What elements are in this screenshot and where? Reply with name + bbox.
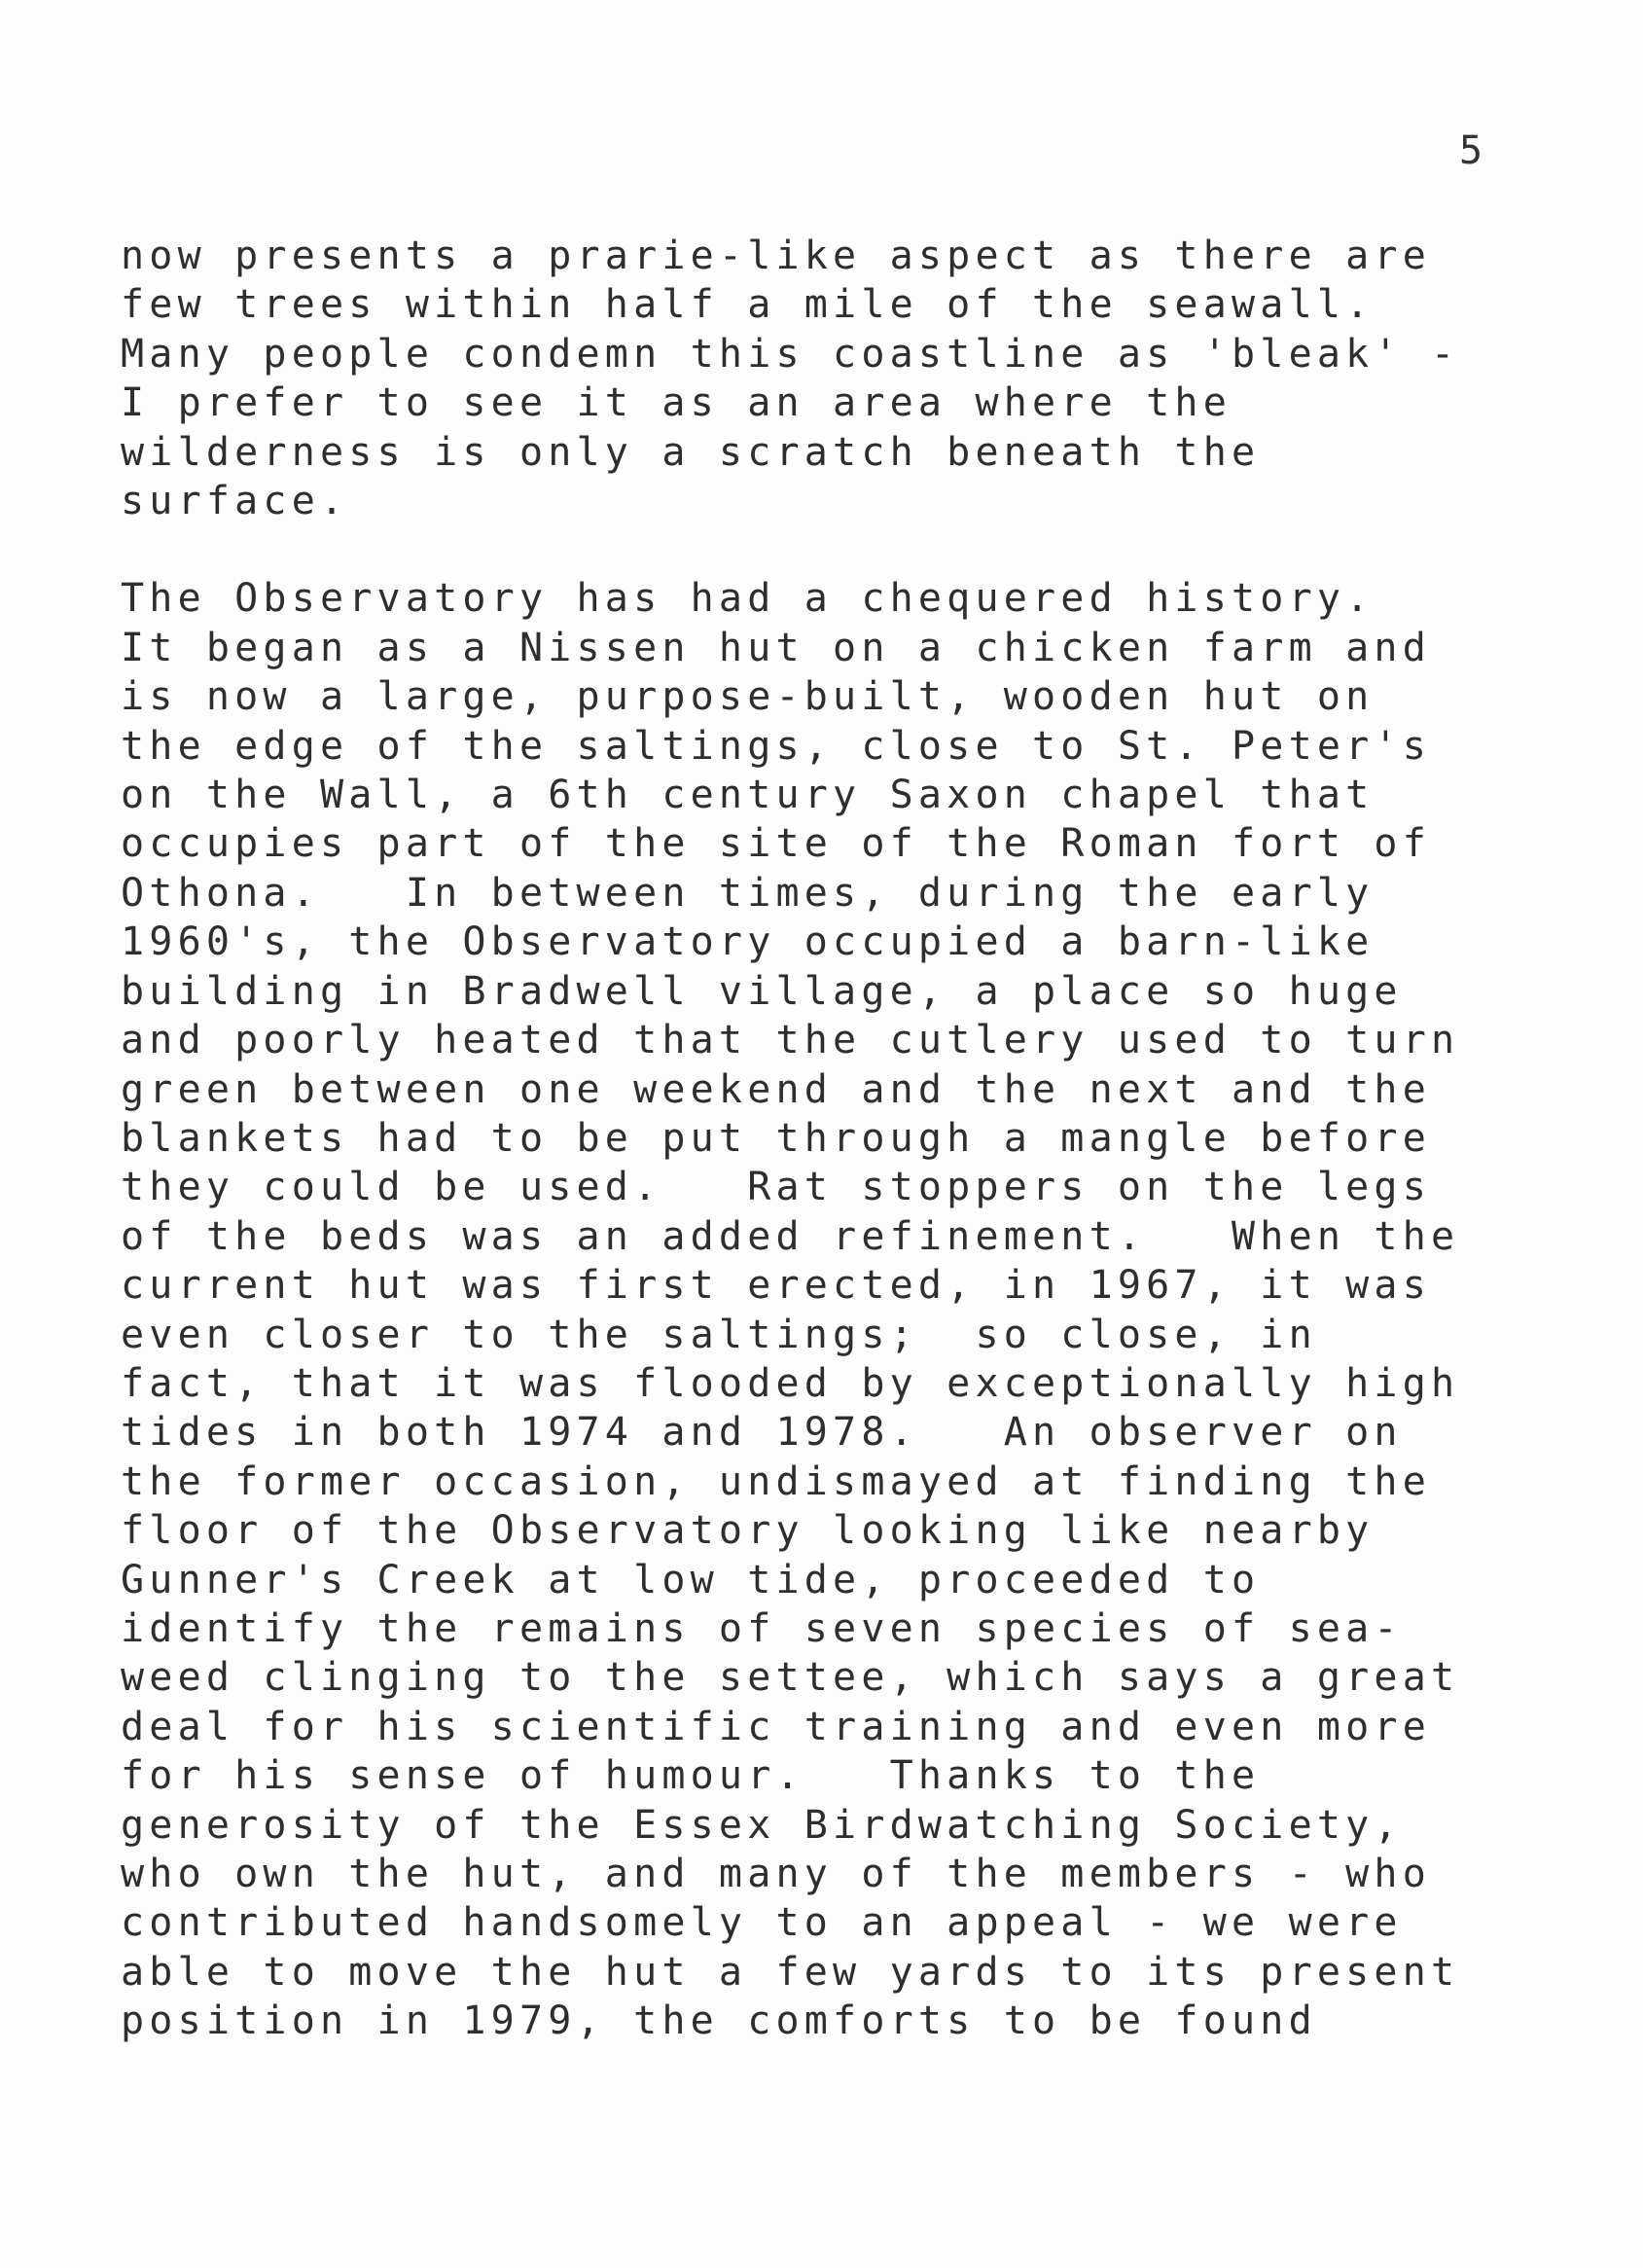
- body-text: [121, 232, 1560, 2046]
- text-line: It began as a Nissen hut on a chicken farm and: [121, 625, 1431, 670]
- text-line: Many people condemn this coastline as 'bleak' -: [121, 331, 1460, 377]
- text-line: surface.: [121, 479, 349, 524]
- paragraph-2: [121, 574, 1560, 2045]
- text-line: green between one weekend and the next and the: [121, 1066, 1431, 1112]
- text-line: The Observatory has had a chequered history.: [121, 576, 1375, 622]
- text-line: floor of the Observatory looking like nearby: [121, 1508, 1375, 1554]
- text-line: identify the remains of seven species of sea-: [121, 1605, 1403, 1651]
- text-line: weed clinging to the settee, which says a great: [121, 1655, 1460, 1701]
- text-line: few trees within half a mile of the seawall.: [121, 282, 1375, 328]
- text-line: on the Wall, a 6th century Saxon chapel that: [121, 773, 1375, 818]
- text-line: now presents a prarie-like aspect as there are: [121, 234, 1431, 278]
- text-line: contributed handsomely to an appeal - we were: [121, 1900, 1403, 1946]
- text-line: who own the hut, and many of the members - who: [121, 1852, 1431, 1896]
- text-line: position in 1979, the comforts to be found: [121, 1998, 1317, 2044]
- text-line: current hut was first erected, in 1967, it was: [121, 1263, 1431, 1309]
- text-line: able to move the hut a few yards to its present: [121, 1949, 1460, 1995]
- text-line: Gunner's Creek at low tide, proceeded to: [121, 1557, 1261, 1602]
- text-line: of the beds was an added refinement. When the: [121, 1213, 1460, 1259]
- text-line: wilderness is only a scratch beneath the: [121, 429, 1261, 475]
- page-number: 5: [1459, 128, 1483, 173]
- text-line: the edge of the saltings, close to St. Peter's: [121, 723, 1431, 769]
- text-line: deal for his scientific training and even more: [121, 1704, 1431, 1749]
- text-line: and poorly heated that the cutlery used to turn: [121, 1018, 1460, 1063]
- text-line: blankets had to be put through a mangle before: [121, 1115, 1431, 1161]
- text-line: 1960's, the Observatory occupied a barn-like: [121, 919, 1375, 965]
- text-line: tides in both 1974 and 1978. An observer on: [121, 1410, 1403, 1456]
- text-line: building in Bradwell village, a place so huge: [121, 968, 1403, 1014]
- text-line: they could be used. Rat stoppers on the legs: [121, 1165, 1431, 1210]
- paragraph-1: [121, 232, 1560, 525]
- text-line: I prefer to see it as an area where the: [121, 380, 1232, 426]
- text-line: is now a large, purpose-built, wooden hut on: [121, 674, 1375, 720]
- text-line: Othona. In between times, during the early: [121, 870, 1375, 916]
- text-line: generosity of the Essex Birdwatching Society,: [121, 1802, 1403, 1848]
- text-line: the former occasion, undismayed at finding the: [121, 1458, 1431, 1504]
- text-line: occupies part of the site of the Roman fort of: [121, 821, 1431, 867]
- text-line: for his sense of humour. Thanks to the: [121, 1753, 1261, 1799]
- text-line: fact, that it was flooded by exceptionally high: [121, 1360, 1460, 1406]
- text-line: even closer to the saltings; so close, in: [121, 1312, 1317, 1357]
